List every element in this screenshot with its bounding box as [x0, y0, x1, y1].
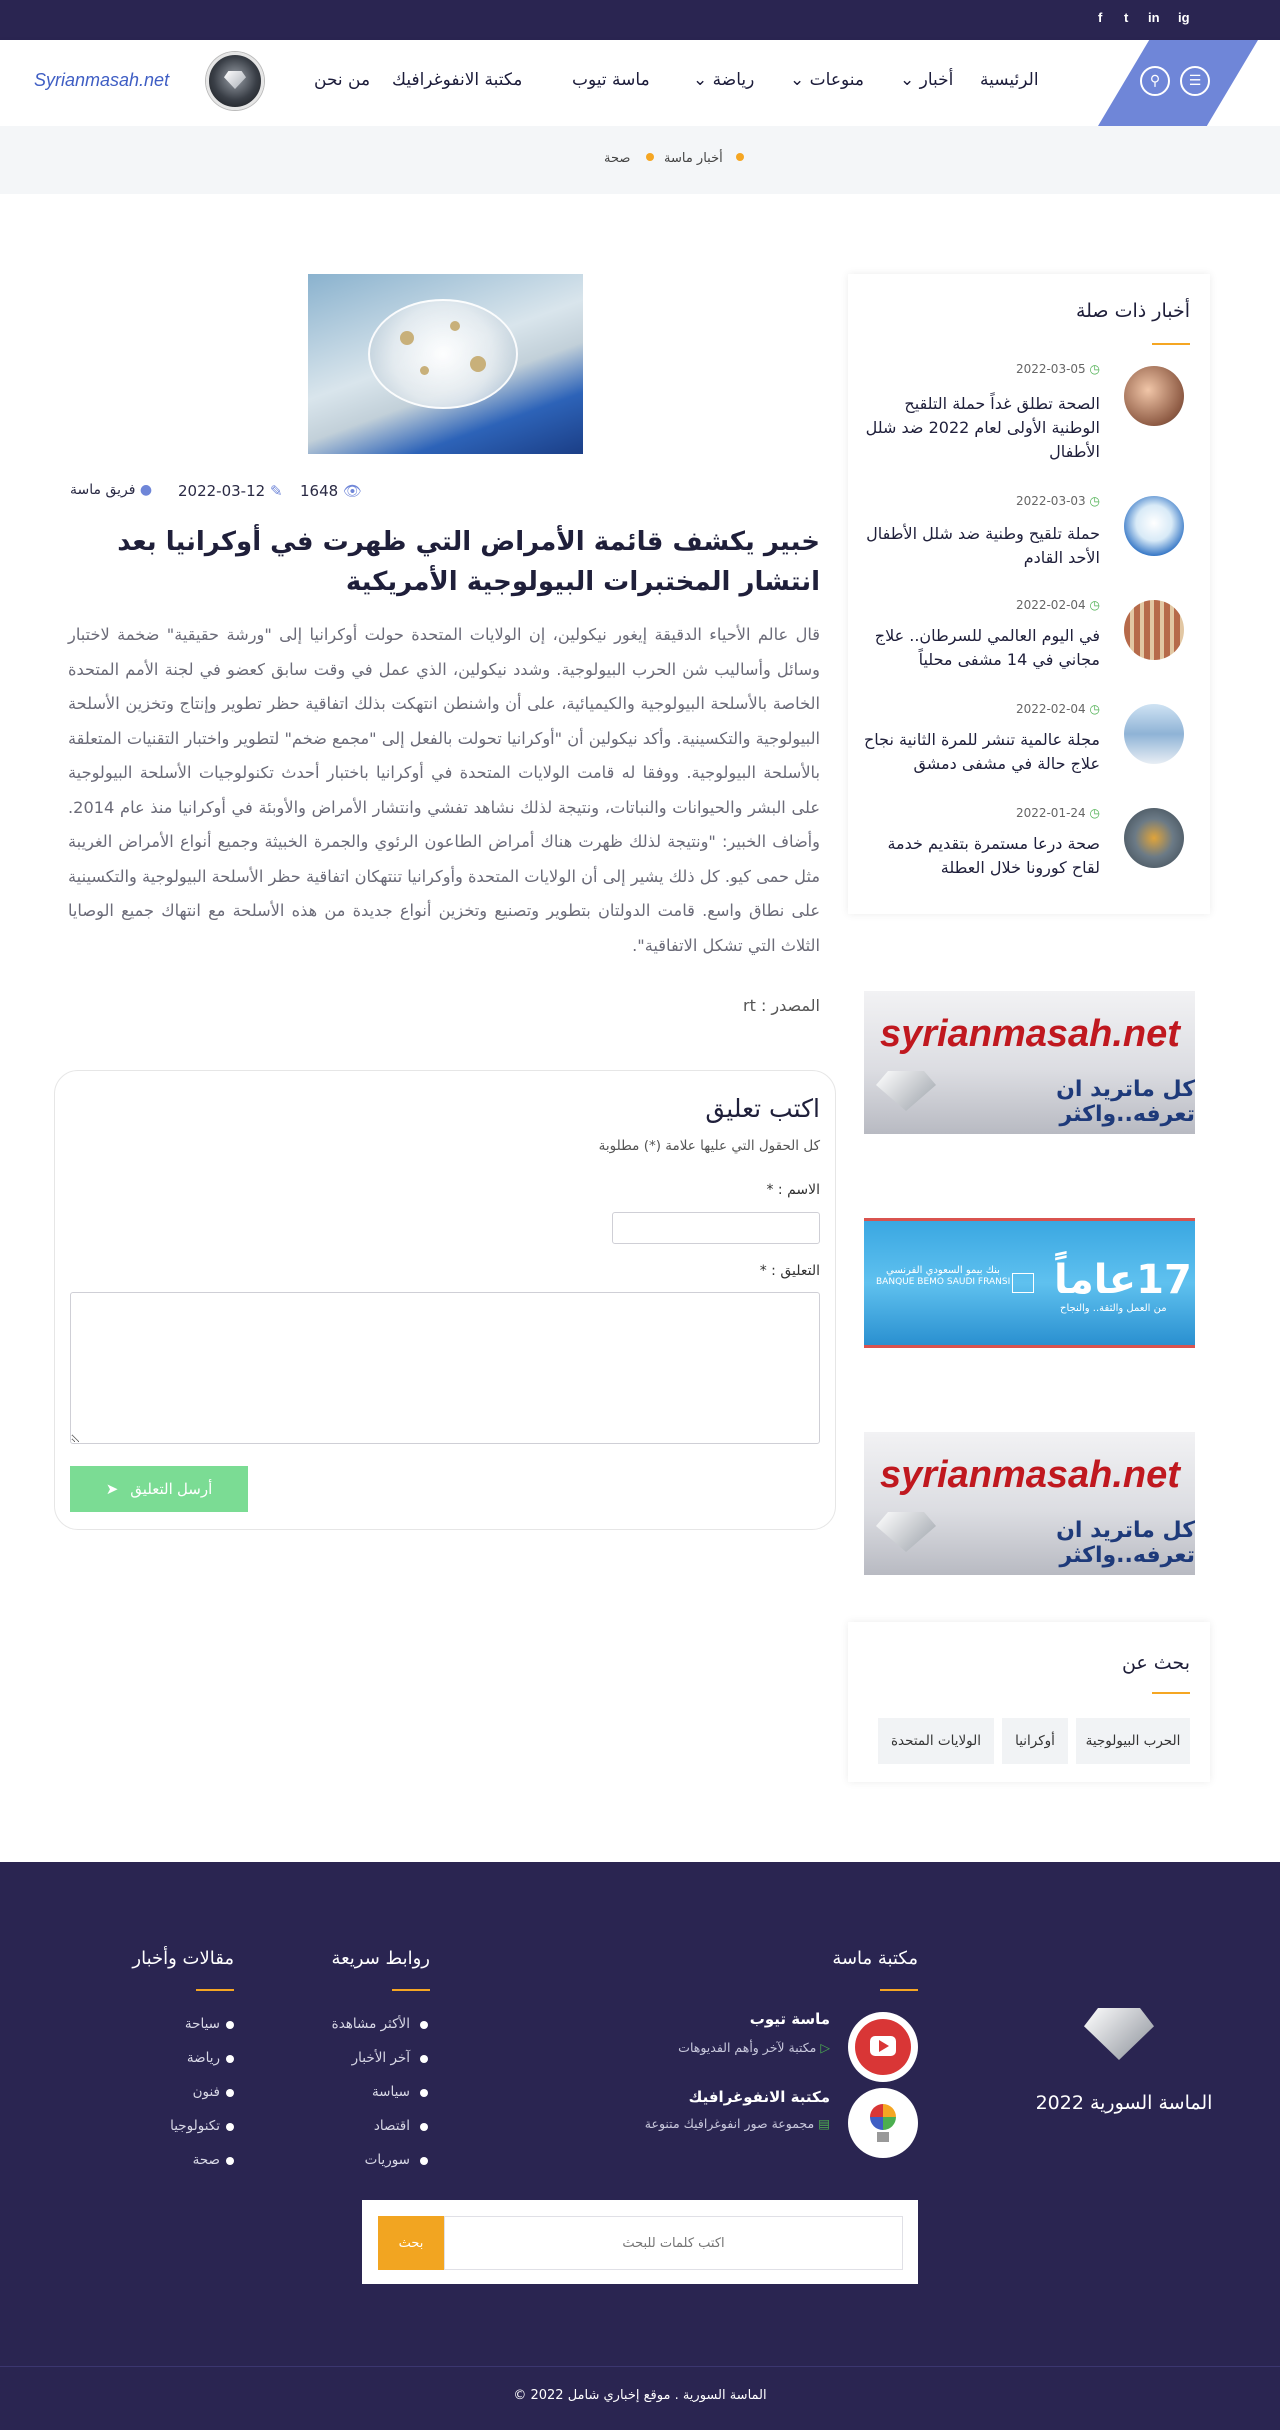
chevron-down-icon: ⌄	[900, 70, 915, 90]
article-title: خبير يكشف قائمة الأمراض التي ظهرت في أوكرانيا بعد انتشار المختبرات البيولوجية الأمريكية	[117, 527, 820, 597]
nav-about[interactable]: من نحن	[314, 70, 371, 90]
related-news-title: أخبار ذات صلة	[1075, 300, 1190, 322]
chevron-down-icon: ⌄	[693, 70, 708, 90]
tag-item[interactable]: الحرب البيولوجية	[1076, 1718, 1190, 1764]
bank-tagline: من العمل والثقة.. والنجاح	[1060, 1303, 1167, 1314]
breadcrumb-dot	[646, 153, 654, 161]
article-image	[308, 274, 583, 454]
instagram-icon[interactable]: ig	[1178, 10, 1190, 25]
related-thumb[interactable]	[1124, 496, 1184, 556]
footer-brand: الماسة السورية 2022	[1035, 2092, 1213, 2114]
facebook-icon[interactable]: f	[1098, 10, 1103, 25]
nav-variety[interactable]	[790, 70, 864, 90]
related-thumb[interactable]	[1124, 600, 1184, 660]
date-value: 2022-03-12	[178, 482, 266, 500]
chart-icon: ▤	[818, 2116, 830, 2131]
petri-dish-image	[368, 299, 518, 409]
title-underline	[1152, 1692, 1190, 1694]
bullet	[226, 2055, 234, 2063]
views-count	[300, 482, 362, 500]
ad-banner-bank[interactable]	[864, 1218, 1195, 1348]
clock-icon: ◷	[1089, 362, 1100, 376]
title-underline	[880, 1989, 918, 1991]
related-thumb[interactable]	[1124, 704, 1184, 764]
related-date	[900, 806, 1100, 820]
footer-quick-links-title: روابط سريعة	[331, 1948, 430, 1969]
copyright: الماسة السورية . موقع إخباري شامل 2022 ©	[513, 2388, 767, 2403]
breadcrumb-dot	[736, 153, 744, 161]
ad-slogan: كل ماتريد ان تعرفه..واكثر	[1056, 1518, 1195, 1568]
title-underline	[196, 1989, 234, 1991]
required-fields-note: كل الحقول التي عليها علامة (*) مطلوبة	[598, 1138, 820, 1154]
bullet	[226, 2021, 234, 2029]
bullet	[420, 2157, 428, 2165]
related-item-title[interactable]: مجلة عالمية تنشر للمرة الثانية نجاح علاج حالة في مشفى دمشق	[863, 730, 1100, 773]
ad-banner-masah[interactable]	[864, 1432, 1195, 1575]
bullet	[226, 2089, 234, 2097]
footer-library-title: مكتبة ماسة	[832, 1948, 918, 1969]
breadcrumb	[0, 126, 1280, 194]
logo-image[interactable]	[206, 52, 264, 110]
library-item-title[interactable]: ماسة تيوب	[749, 2010, 830, 2028]
bank-logo-icon	[1012, 1273, 1034, 1293]
library-item-desc	[560, 2116, 830, 2131]
article-author[interactable]	[70, 482, 152, 498]
footer-search-button[interactable]: بحث	[378, 2216, 444, 2270]
related-date	[900, 362, 1100, 376]
submit-label: أرسل التعليق	[130, 1481, 213, 1498]
related-item-title[interactable]: في اليوم العالمي للسرطان.. علاج مجاني في 14 مشفى محلياً	[874, 626, 1100, 669]
ad-slogan: كل ماتريد ان تعرفه..واكثر	[1056, 1077, 1195, 1127]
related-date	[900, 598, 1100, 612]
comment-textarea[interactable]	[70, 1292, 820, 1444]
comment-label: التعليق : *	[759, 1263, 820, 1279]
related-date	[900, 702, 1100, 716]
breadcrumb-item[interactable]: أخبار ماسة	[664, 151, 723, 166]
ad-site-name: syrianmasah.net	[880, 1013, 1180, 1055]
chevron-down-icon: ⌄	[790, 70, 805, 90]
bank-anniversary: 17عاماً	[1054, 1257, 1192, 1303]
related-date-value: 2022-02-04	[1015, 598, 1086, 612]
title-underline	[392, 1989, 430, 1991]
related-date-value: 2022-03-03	[1015, 494, 1086, 508]
ad-site-name: syrianmasah.net	[880, 1454, 1180, 1496]
tags-title: بحث عن	[1121, 1652, 1190, 1674]
article-source: المصدر : rt	[743, 996, 820, 1015]
related-thumb[interactable]	[1124, 366, 1184, 426]
top-bar	[0, 0, 1280, 40]
article-body: قال عالم الأحياء الدقيقة إيغور نيكولين، إن الولايات المتحدة حولت أوكرانيا إلى "ورشة حقيقية" ضخمة لاختبار وسائل وأساليب شن الحرب البيولوجية. وشدد نيكولين، الذي عمل في وقت سابق كعضو في لجنة الأمم المتحدة الخاصة بالأسلحة البيولوجية والكيميائية، على أن واشنطن انتهكت بذلك اتفاقية حظر تطوير وإنتاج وتخزين الأسلحة البيولوجية والتكسينية. وأكد نيكولين أن "أوكرانيا تحولت بالفعل إلى "مجمع ضخم" لتطوير واختبار التقنيات المتعلقة بالأسلحة البيولوجية. ووفقا له قامت الولايات المتحدة في أوكرانيا باختبار أحدث تكنولوجيات الأسلحة البيولوجية على البشر والحيوانات والنباتات، ونتيجة لذلك نشاهد تفشي وانتشار الأمراض والأوبئة في أوكرانيا منذ عام 2014. وأضاف الخبير: "ونتيجة لذلك ظهرت هناك أمراض الطاعون الرئوي والجمرة الخبيثة وجميع أنواع الأمراض الغريبة مثل حمى كيو. كل ذلك يشير إلى أن الولايات المتحدة وأوكرانيا تنتهكان اتفاقية حظر الأسلحة البيولوجية والتكسينية على نطاق واسع. قامت الدولتان بتطوير وتصنيع وتخزين أنواع جديدة من هذه الأسلحة مع انتهاك جميع الوصايا الثلاث التي تشكل الاتفاقية".	[68, 625, 820, 955]
linkedin-icon[interactable]: in	[1148, 10, 1160, 25]
title-underline	[1152, 343, 1190, 345]
comment-form-title: اكتب تعليق	[705, 1094, 820, 1123]
footer-divider	[0, 2366, 1280, 2367]
footer-link[interactable]: فنون	[192, 2084, 220, 2100]
youtube-icon[interactable]	[848, 2012, 918, 2082]
related-thumb[interactable]	[1124, 808, 1184, 868]
nav-news[interactable]	[900, 70, 953, 90]
name-input[interactable]	[612, 1212, 820, 1244]
send-icon: ➤	[105, 1481, 119, 1498]
article-date	[178, 482, 283, 500]
search-icon[interactable]: ⚲	[1140, 66, 1170, 96]
related-date-value: 2022-02-04	[1015, 702, 1086, 716]
footer-articles-title: مقالات وأخبار	[132, 1948, 234, 1969]
views-value: 1648	[300, 482, 339, 500]
related-date	[900, 494, 1100, 508]
clock-icon: ◷	[1089, 702, 1100, 716]
library-desc-text: مكتبة لآخر وأهم الفديوهات	[678, 2040, 817, 2055]
footer-search-input[interactable]	[444, 2216, 903, 2270]
related-item-title[interactable]: حملة تلقيح وطنية ضد شلل الأطفال الأحد القادم	[866, 524, 1100, 567]
nav-masah-tube[interactable]: ماسة تيوب	[572, 70, 650, 90]
video-icon: ▷	[820, 2040, 830, 2055]
footer-link[interactable]: آخر الأخبار	[351, 2050, 410, 2066]
tag-item[interactable]: أوكرانيا	[1002, 1718, 1068, 1764]
nav-home[interactable]: الرئيسية	[980, 70, 1039, 90]
tag-item[interactable]: الولايات المتحدة	[878, 1718, 994, 1764]
breadcrumb-item[interactable]: صحة	[604, 151, 631, 166]
footer-link[interactable]: سوريات	[364, 2152, 410, 2168]
ad-banner-masah[interactable]	[864, 991, 1195, 1134]
bank-name: BANQUE BEMO SAUDI FRANSI	[876, 1277, 1011, 1287]
bullet	[420, 2055, 428, 2063]
clock-icon: ◷	[1089, 806, 1100, 820]
eye-icon: 👁	[342, 482, 363, 500]
clock-icon: ◷	[1089, 598, 1100, 612]
bullet	[226, 2157, 234, 2165]
related-item-title[interactable]: صحة درعا مستمرة بتقديم خدمة لقاح كورونا خلال العطلة	[887, 834, 1100, 877]
author-value: فريق ماسة	[70, 482, 136, 498]
related-item-title[interactable]: الصحة تطلق غداً حملة التلقيح الوطنية الأولى لعام 2022 ضد شلل الأطفال	[865, 394, 1100, 461]
bank-name-ar: بنك بيمو السعودي الفرنسي	[886, 1265, 1000, 1276]
footer-link[interactable]: تكنولوجيا	[170, 2118, 220, 2134]
footer-link[interactable]: رياضة	[186, 2050, 220, 2066]
footer-link[interactable]: سياسة	[371, 2084, 410, 2100]
menu-icon[interactable]: ☰	[1180, 66, 1210, 96]
nav-infographic[interactable]: مكتبة الانفوغرافيك	[392, 70, 523, 90]
clock-icon: ◷	[1089, 494, 1100, 508]
footer-link[interactable]: اقتصاد	[373, 2118, 410, 2134]
footer-link[interactable]: سياحة	[184, 2016, 220, 2032]
library-item-title[interactable]: مكتبة الانفوغرافيك	[688, 2088, 830, 2106]
related-date-value: 2022-01-24	[1015, 806, 1086, 820]
infographic-icon[interactable]	[848, 2088, 918, 2158]
bullet	[226, 2123, 234, 2131]
twitter-icon[interactable]: t	[1124, 10, 1129, 25]
library-desc-text: مجموعة صور انفوغرافيك متنوعة	[644, 2116, 815, 2131]
submit-comment-button[interactable]	[70, 1466, 248, 1512]
name-label: الاسم : *	[766, 1182, 820, 1198]
nav-news-label: أخبار	[919, 70, 954, 90]
bullet	[420, 2089, 428, 2097]
nav-sports-label: رياضة	[712, 70, 755, 90]
nav-variety-label: منوعات	[809, 70, 865, 90]
logo-text[interactable]: Syrianmasah.net	[34, 70, 170, 90]
user-icon: ●	[139, 482, 153, 498]
related-date-value: 2022-03-05	[1015, 362, 1086, 376]
pencil-icon: ✎	[269, 482, 283, 500]
library-item-desc	[560, 2040, 830, 2055]
bullet	[420, 2021, 428, 2029]
nav-sports[interactable]	[693, 70, 754, 90]
bullet	[420, 2123, 428, 2131]
footer-link[interactable]: الأكثر مشاهدة	[331, 2016, 410, 2032]
footer-link[interactable]: صحة	[192, 2152, 220, 2168]
